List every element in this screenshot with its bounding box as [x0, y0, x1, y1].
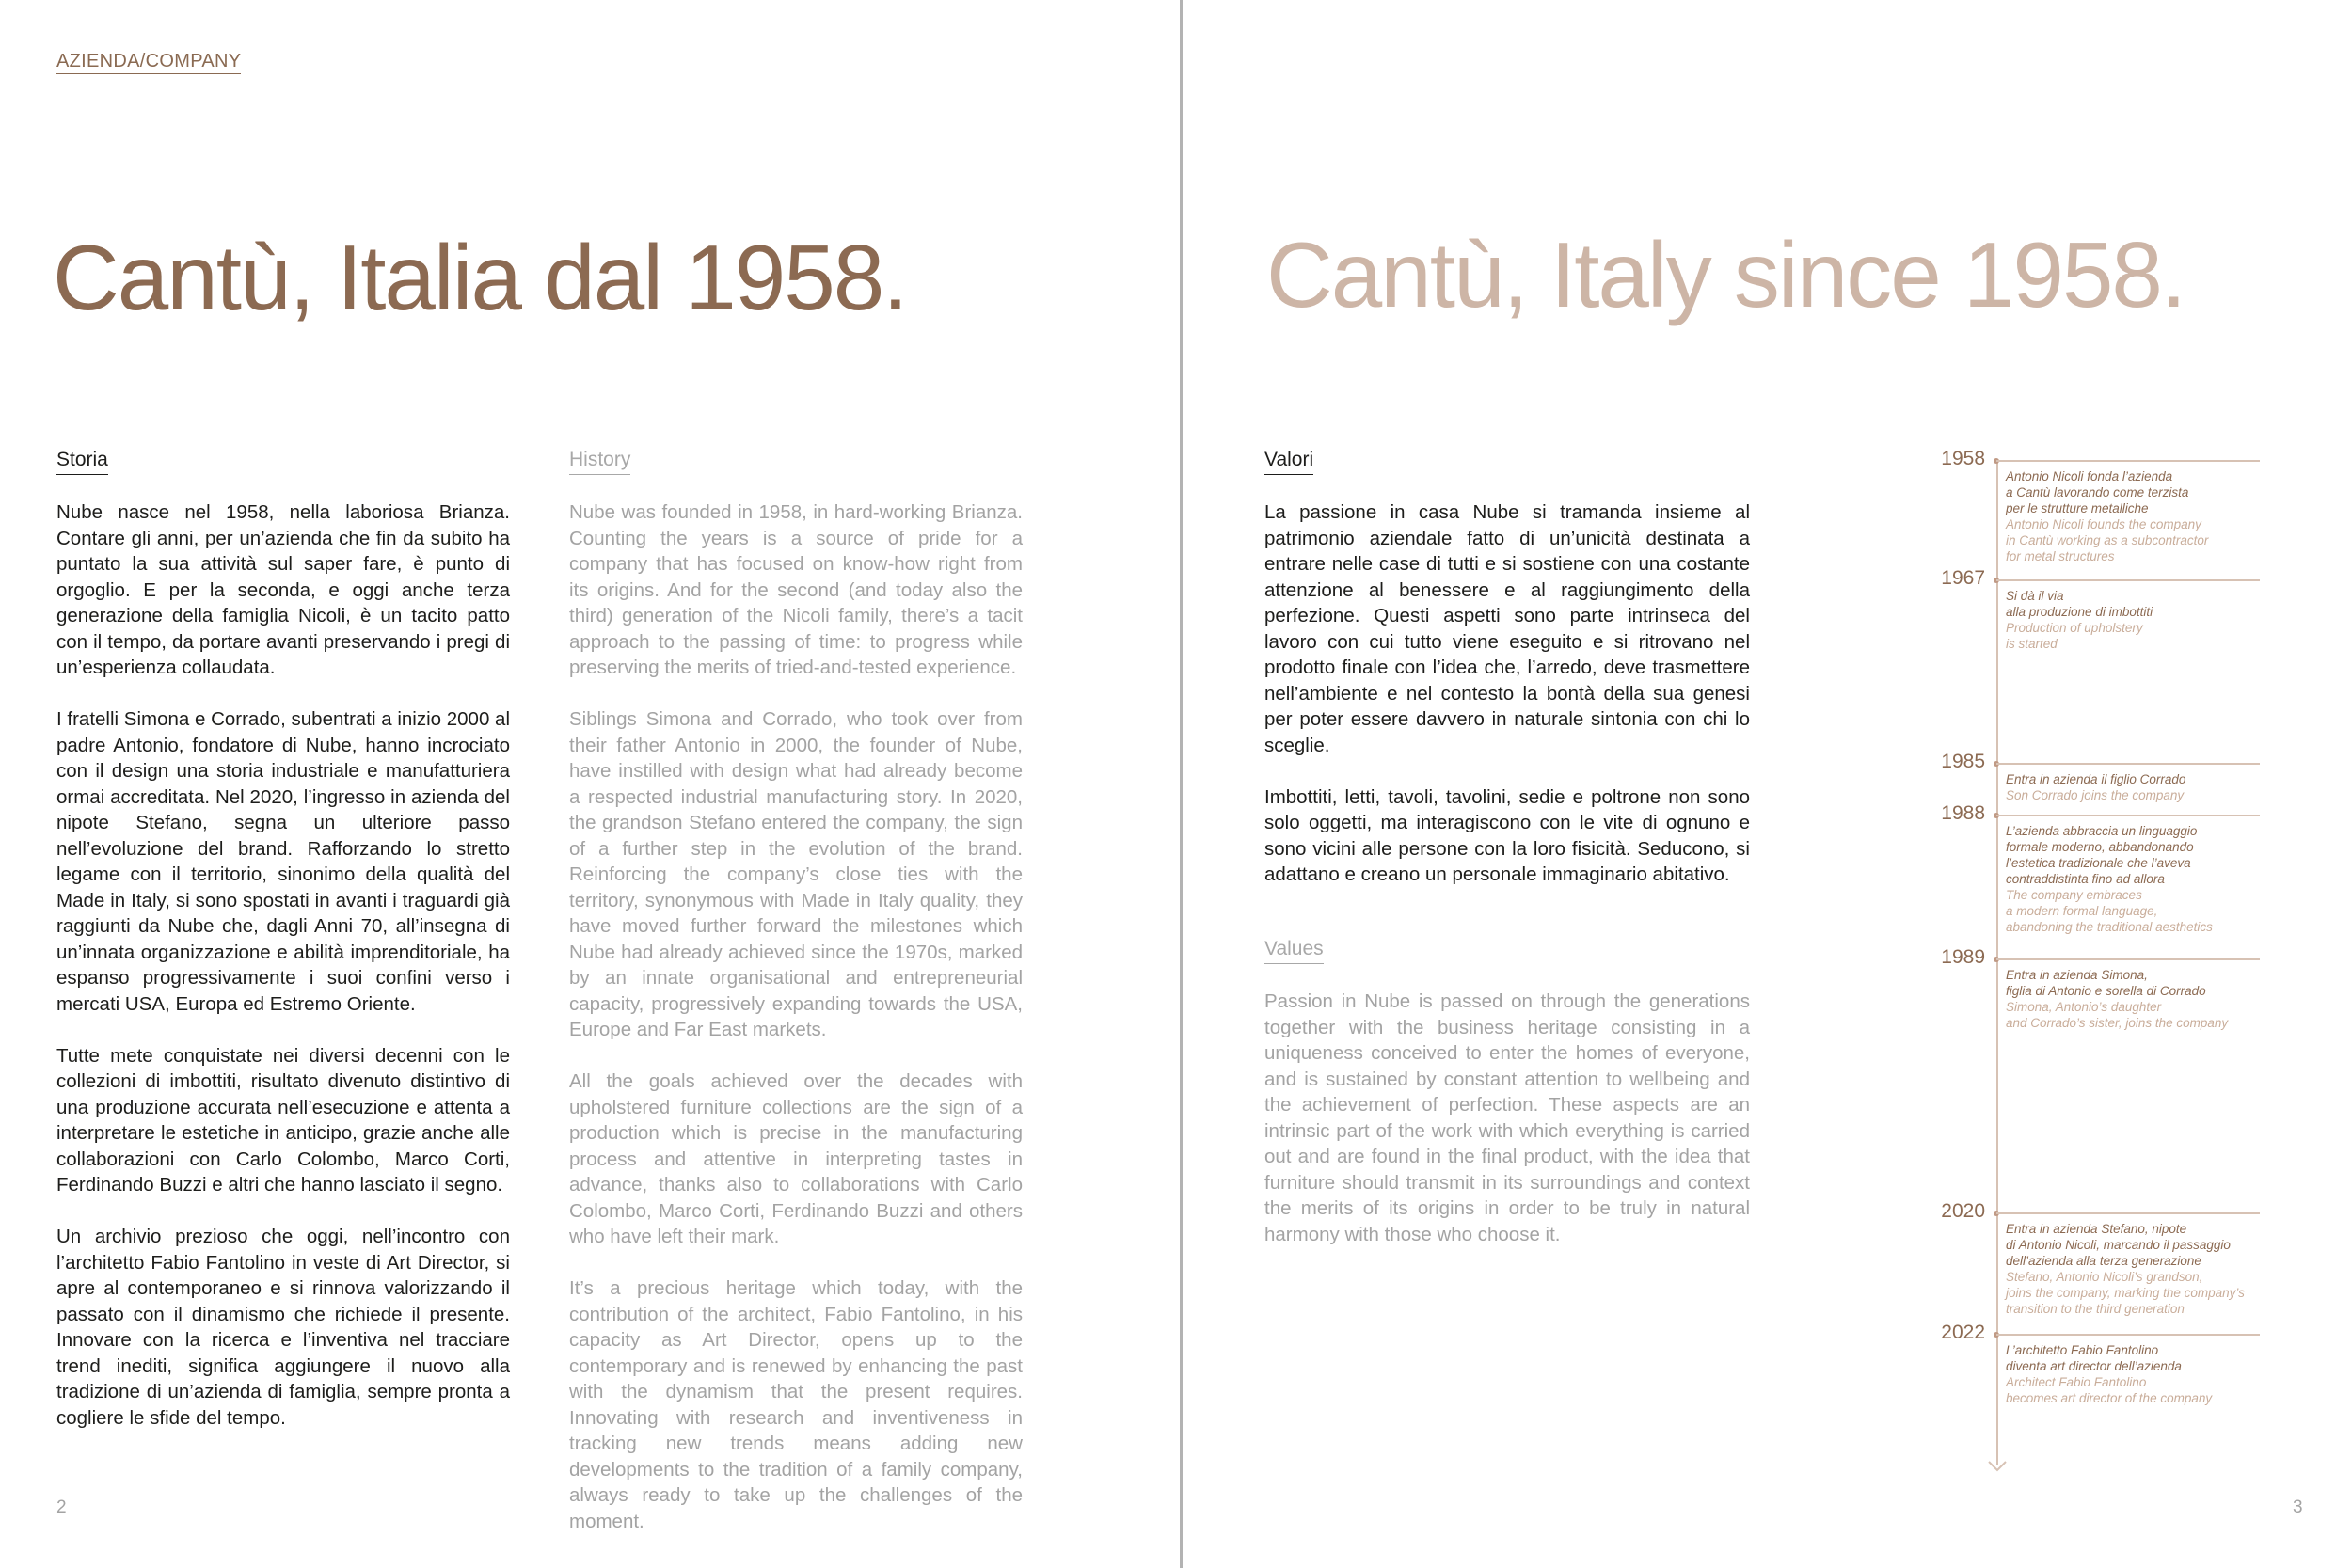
timeline-rule	[1996, 1334, 2260, 1336]
timeline-en-line: is started	[2006, 637, 2058, 651]
timeline-it-line: Antonio Nicoli fonda l’azienda	[2006, 469, 2173, 483]
timeline-it-line: formale moderno, abbandonando	[2006, 840, 2194, 854]
values-paragraph: Passion in Nube is passed on through the generations together with the business heritage consisting in a uniqueness conceived to enter the homes of everyone, and is sustained by constant attention to wellbeing and the achievement of perfection. These aspects are an intrinsic part of the work with which everything is carried out and are found in the final product, with the idea that furniture should transmit in its surroundings and context the merits of its origins in order to be truly in natural harmony with those who choose it.	[1264, 990, 1750, 1245]
timeline-it-line: per le strutture metalliche	[2006, 501, 2149, 515]
timeline-text	[2006, 588, 2288, 652]
history-paragraph: Siblings Simona and Corrado, who took over from their father Antonio in 2000, the founder of Nube, have instilled with design what had already become a respected industrial manufacturing story. In 2020, the grandson Stefano entered the company, the sign of a further step in the evolution of the brand. Reinforcing the company’s close ties with the territory, synonymous with Made in Italy quality, they have moved further forward the milestones which Nube had already achieved since the 1970s, marked by an innate organisational and entrepreneurial capacity, progressively expanding towards the USA, Europe and Far East markets.	[569, 708, 1023, 1040]
history-paragraph: Nube was founded in 1958, in hard-working Brianza. Counting the years is a source of pride for a company that has focused on know-how right from its origins. And for the second (and today also the third) generation of the Nicoli family, there’s a tacit approach to the passing of time: to progress while preserving the merits of tried-and-tested experience.	[569, 501, 1023, 678]
timeline-rule	[1996, 460, 2260, 462]
page-number-left: 2	[56, 1497, 67, 1517]
timeline-text	[2006, 468, 2288, 564]
timeline-it-line: diventa art director dell’azienda	[2006, 1359, 2182, 1373]
history-paragraph: It’s a precious heritage which today, with the contribution of the architect, Fabio Fantolino, in his capacity as Art Director, opens up to the contemporary and is renewed by enhancing the past with the dynamism that the present requires. Innovating with research and inventiveness in tracking new trends means adding new developments to the tradition of a family company, always ready to take up the challenges of the moment.	[569, 1277, 1023, 1532]
timeline-en-line: Simona, Antonio’s daughter	[2006, 1000, 2162, 1014]
storia-paragraph: Nube nasce nel 1958, nella laboriosa Brianza. Contare gli anni, per un’azienda che fin da subito ha puntato la sua attività sul saper fare, è punto di orgoglio. E per la seconda, e oggi anche terza generazione della famiglia Nicoli, è un tacito patto con il tempo, da portare avanti preservando i pregi di un’esperienza collaudata.	[56, 501, 510, 678]
timeline-year: 1989	[1941, 946, 1985, 968]
timeline-it-line: alla produzione di imbottiti	[2006, 605, 2153, 619]
timeline-en-line: for metal structures	[2006, 549, 2115, 563]
heading-values: Values	[1264, 936, 1324, 964]
timeline-it-line: Entra in azienda Stefano, nipote	[2006, 1222, 2187, 1236]
timeline-year: 2020	[1941, 1200, 1985, 1222]
timeline-en-line: a modern formal language,	[2006, 904, 2158, 918]
timeline-rule	[1996, 763, 2260, 765]
timeline-rule	[1996, 1212, 2260, 1214]
timeline-it-line: l’estetica tradizionale che l’aveva	[2006, 856, 2191, 870]
timeline-axis	[1996, 459, 1998, 1465]
timeline-en-line: Architect Fabio Fantolino	[2006, 1375, 2147, 1389]
storia-paragraph: Un archivio prezioso che oggi, nell’incontro con l’architetto Fabio Fantolino in veste di Art Director, si apre al contemporaneo e si rinnova valorizzando il passato con il dinamismo che richiede il presente. Innovare con la ricerca e l’inventiva nel tracciare trend inediti, significa aggiungere il nuovo alla tradizione di un’azienda di famiglia, sempre pronta a cogliere le sfide del tempo.	[56, 1226, 510, 1429]
timeline-it-line: L’architetto Fabio Fantolino	[2006, 1343, 2159, 1357]
timeline-it-line: Entra in azienda Simona,	[2006, 968, 2148, 982]
timeline-it-line: dell’azienda alla terza generazione	[2006, 1254, 2201, 1268]
storia-paragraph: I fratelli Simona e Corrado, subentrati a inizio 2000 al padre Antonio, fondatore di Nube, hanno incrociato con il design una storia industriale e manufatturiera ormai accreditata. Nel 2020, l’ingresso in azienda del nipote Stefano, segna un ulteriore passo nell’evoluzione del brand. Rafforzando lo stretto legame con il territorio, sinonimo della qualità del Made in Italy, si sono spostati in avanti i traguardi già raggiunti da Nube che, dagli Anni 70, all’insegna di un’innata organizzazione e abilità imprenditoriale, ha espanso progressivamente i suoi confini verso i mercati USA, Europa ed Estremo Oriente.	[56, 708, 511, 1015]
heading-storia: Storia	[56, 447, 108, 475]
timeline-en-line: Son Corrado joins the company	[2006, 788, 2185, 802]
storia-paragraph: Tutte mete conquistate nei diversi decenni con le collezioni di imbottiti, risultato divenuto distintivo di una produzione accurata nell’esecuzione e attenta a interpretare le estetiche in anticipo, grazie anche alle collaborazioni con Carlo Colombo, Marco Corti, Ferdinando Buzzi e altri che hanno lasciato il segno.	[56, 1044, 510, 1196]
timeline-text	[2006, 1221, 2288, 1317]
timeline-it-line: Entra in azienda il figlio Corrado	[2006, 772, 2186, 786]
timeline-year: 1958	[1941, 448, 1985, 469]
timeline-text	[2006, 771, 2288, 803]
page-title-italian: Cantù, Italia dal 1958.	[53, 226, 907, 329]
timeline-en-line: The company embraces	[2006, 888, 2142, 902]
right-page	[1176, 0, 2352, 1568]
timeline-en-line: Stefano, Antonio Nicoli’s grandson,	[2006, 1270, 2203, 1284]
timeline-year: 1967	[1941, 567, 1985, 589]
page-title-english: Cantù, Italy since 1958.	[1266, 223, 2185, 326]
timeline-en-line: in Cantù working as a subcontractor	[2006, 533, 2209, 547]
timeline-it-line: a Cantù lavorando come terzista	[2006, 485, 2189, 499]
timeline-rule	[1996, 815, 2260, 816]
timeline-arrow-icon	[1987, 1460, 2008, 1473]
timeline-text	[2006, 967, 2288, 1031]
timeline-en-line: joins the company, marking the company’s	[2006, 1286, 2245, 1300]
timeline-it-line: figlia di Antonio e sorella di Corrado	[2006, 984, 2206, 998]
storia-text	[56, 499, 510, 1457]
timeline-it-line: L’azienda abbraccia un linguaggio	[2006, 824, 2198, 838]
timeline-rule	[1996, 579, 2260, 581]
section-tag: AZIENDA/COMPANY	[56, 50, 241, 74]
timeline-year: 1988	[1941, 802, 1985, 824]
history-text	[569, 499, 1023, 1560]
timeline-en-line: abandoning the traditional aesthetics	[2006, 920, 2213, 934]
valori-text	[1264, 499, 1750, 913]
valori-paragraph: Imbottiti, letti, tavoli, tavolini, sedie e poltrone non sono solo oggetti, ma interagiscono con le vite di ognuno e sono vicini alle persone con la loro fisicità. Seducono, si adattano e creano un personale immaginario abitativo.	[1264, 785, 1750, 885]
timeline-year: 2022	[1941, 1322, 1985, 1343]
timeline-en-line: becomes art director of the company	[2006, 1391, 2213, 1405]
timeline-it-line: Si dà il via	[2006, 589, 2064, 603]
timeline-en-line: Production of upholstery	[2006, 621, 2143, 635]
page-number-right: 3	[2293, 1497, 2303, 1517]
history-paragraph: All the goals achieved over the decades with upholstered furniture collections are the sign of a production which is precise in the manufacturing process and attentive in interpreting tastes in advance, thanks also to collaborations with Carlo Colombo, Marco Corti, Ferdinando Buzzi and others who have left their mark.	[569, 1070, 1023, 1247]
heading-valori: Valori	[1264, 447, 1313, 475]
valori-paragraph: La passione in casa Nube si tramanda insieme al patrimonio aziendale fatto di un’unicità destinata a entrare nelle case di tutti e si sostiene con una costante attenzione al benessere e al raggiungimento della perfezione. Questi aspetti sono parte intrinseca del lavoro con cui tutto viene eseguito e si ritrovano nel prodotto finale con l’idea che, l’arredo, deve trasmettere nell’ambiente e nel contesto la bontà della sua genesi per poter essere davvero in naturale sintonia con chi lo sceglie.	[1264, 501, 1750, 756]
timeline-en-line: transition to the third generation	[2006, 1302, 2185, 1316]
timeline-it-line: contraddistinta fino ad allora	[2006, 872, 2165, 886]
values-text	[1264, 989, 1750, 1274]
timeline-rule	[1996, 958, 2260, 960]
timeline-year: 1985	[1941, 751, 1985, 772]
timeline-en-line: Antonio Nicoli founds the company	[2006, 517, 2201, 531]
timeline-text	[2006, 1342, 2288, 1406]
heading-history: History	[569, 447, 630, 475]
timeline-en-line: and Corrado’s sister, joins the company	[2006, 1016, 2229, 1030]
timeline-it-line: di Antonio Nicoli, marcando il passaggio	[2006, 1238, 2231, 1252]
timeline-text	[2006, 823, 2288, 935]
